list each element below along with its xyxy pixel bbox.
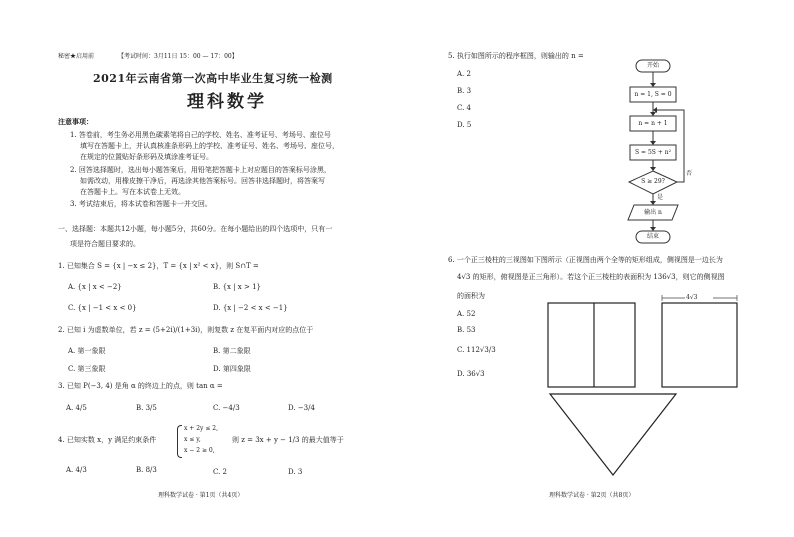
flow-inc-label: n = n + 1 [638,120,668,127]
flow-no-label: 否 [686,170,693,177]
q4-option-a: A. 4/3 [66,466,87,474]
exam-time: 【考试时间：3月11日 15：00 — 17：00】 [118,53,238,60]
q1-option-a: A. {x | x < −2} [68,283,122,291]
q4-constraint: x + 2y ≤ 2, [184,425,218,432]
side-view-dimension: 4√3 [686,294,698,301]
section1-line1: 一、选择题：本题共12小题，每小题5分，共60分。在每小题给出的四个选项中，只有一 [58,225,333,233]
flow-yes-label: 是 [657,194,664,201]
q2-option-c: C. 第三象限 [68,365,106,373]
q3-stem: 3. 已知 P(−3, 4) 是角 α 的终边上的点，则 tan α = [58,382,223,390]
q3-option-c: C. −4/3 [213,404,240,412]
exam-title: 2021年云南省第一次高中毕业生复习统一检测 [93,72,333,85]
q2-option-a: A. 第一象限 [68,347,106,355]
q1-stem: 1. 已知集合 S = {x | −x ≤ 2}，T = {x | x² < x}，则 S∩T = [58,262,259,270]
notes-heading: 注意事项： [58,117,93,126]
section1-line2: 项是符合题目要求的。 [70,240,140,248]
q5-option-b: B. 3 [457,87,472,95]
note-line: 1. 答卷前，考生务必用黑色碳素笔将自己的学校、姓名、准考证号、考场号、座位号 [70,131,331,139]
q6-option-b: B. 53 [457,326,476,334]
note-line: 2. 回答选择题时，选出每小题答案后，用铅笔把答题卡上对应题目的答案标号涂黑， [70,166,331,174]
q6-option-a: A. 52 [457,310,476,318]
q1-option-c: C. {x | −1 < x < 0} [68,304,137,312]
q4-option-c: C. 2 [213,468,228,476]
q1-option-d: D. {x | −2 < x < −1} [213,304,288,312]
q6-option-d: D. 36√3 [457,370,485,378]
flow-cond-label: S ≥ 29? [641,178,665,185]
q4-constraint: x − 2 ≥ 0, [184,447,215,454]
q2-stem: 2. 已知 i 为虚数单位，若 z = (5+2i)/(1+3i)，则复数 z 在复平面内对应的点位于 [58,326,314,334]
note-line: 3. 考试结束后，将本试卷和答题卡一并交回。 [70,200,212,208]
note-line: 在规定的位置贴好条形码及填涂准考证号。 [80,153,213,161]
q6-line1: 6. 一个正三棱柱的三视图如下图所示（正视图由两个全等的矩形组成，侧视图是一边长为 [448,256,723,264]
q4-constraint: x ≤ y, [184,436,201,443]
flow-start-label: 开始 [646,62,659,69]
q5-option-a: A. 2 [457,70,471,78]
q6-line2: 4√3 的矩形，俯视图是正三角形）。若这个正三棱柱的表面积为 136√3，则它的侧视图 [457,273,725,281]
footer-right: 理科数学试卷 · 第2页（共8页） [549,492,635,499]
note-line: 在答题卡上。写在本试卷上无效。 [80,188,185,196]
constraint-brace [177,425,182,458]
secret-label: 秘密★启用前 [58,53,95,60]
q2-option-d: D. 第四象限 [213,365,251,373]
subject-title: 理科数学 [187,92,267,112]
q1-option-b: B. {x | x > 1} [213,283,261,291]
q5-option-d: D. 5 [457,121,472,129]
footer-left: 理科数学试卷 · 第1页（共4页） [158,492,244,499]
flow-end-label: 结束 [646,233,659,240]
q6-option-c: C. 112√3/3 [457,346,496,354]
q2-option-b: B. 第二象限 [213,347,251,355]
q3-option-d: D. −3/4 [288,404,315,412]
q4-option-b: B. 8/3 [136,466,157,474]
q3-option-b: B. 3/5 [136,404,157,412]
front-view [548,303,635,387]
flow-output-label: 输出 n [644,209,662,216]
side-view [662,303,737,387]
q4-option-d: D. 3 [288,468,303,476]
top-view [550,394,676,475]
note-line: 填写在答题卡上，并认真核准条形码上的学校、准考证号、姓名、考场号、座位号， [80,142,339,150]
note-line: 如需改动，用橡皮擦干净后，再选涂其他答案标号。回答非选择题时，将答案写 [80,177,325,185]
q5-option-c: C. 4 [457,104,472,112]
flow-init-label: n = 1, S = 0 [634,91,672,98]
flow-update-label: S = 5S + n² [635,149,671,156]
three-view-diagram [545,292,745,482]
q5-stem: 5. 执行如图所示的程序框图，则输出的 n = [448,52,584,60]
q3-option-a: A. 4/5 [66,404,87,412]
q6-line3: 的面积为 [457,292,485,300]
q4-stem-a: 4. 已知实数 x，y 满足约束条件 [58,436,157,444]
q4-stem-b: 则 z = 3x + y − 1/3 的最大值等于 [232,436,344,444]
